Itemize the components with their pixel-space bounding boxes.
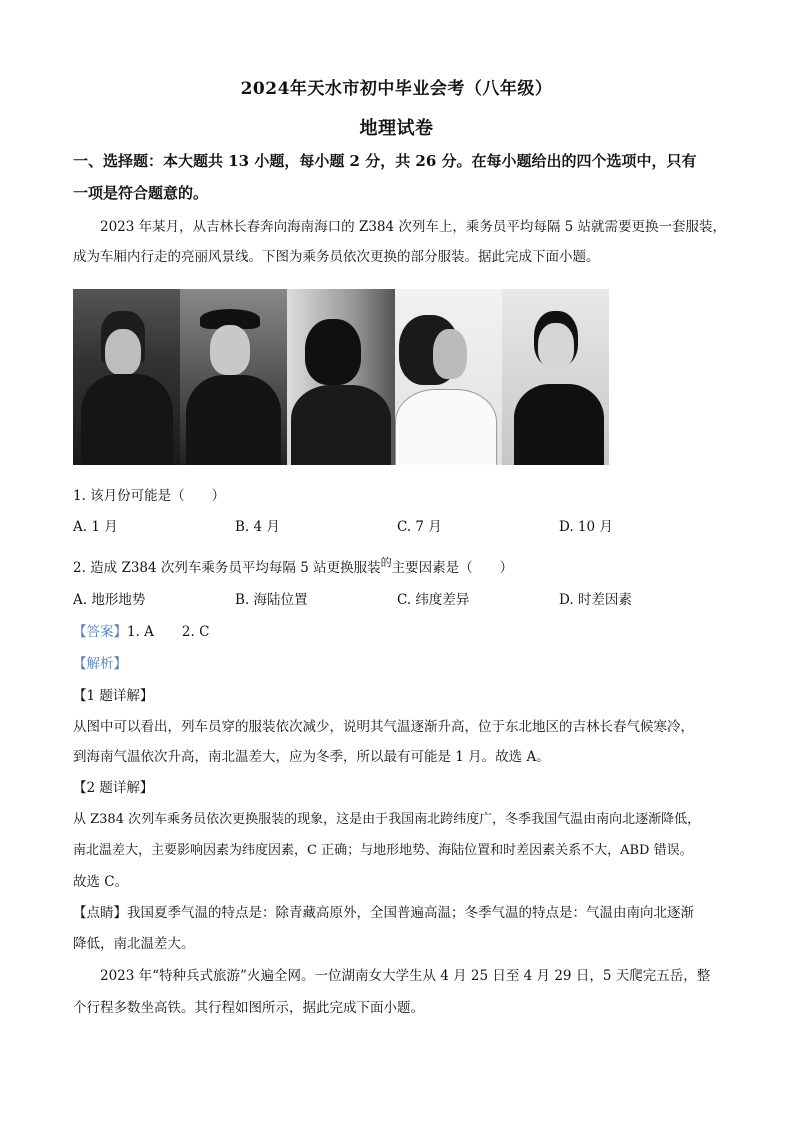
- question-2-stem: [73, 554, 733, 576]
- q2-detail-line3: 故选 C。: [73, 874, 129, 890]
- passage2-line2: 个行程多数坐高铁。其行程如图所示，据此完成下面小题。: [73, 1000, 424, 1016]
- answer-line: [73, 620, 733, 640]
- tip-text: 我国夏季气温的特点是：除青藏高原外，全国普遍高温；冬季气温的特点是：气温由南向北逐渐: [127, 905, 694, 921]
- q2-option-d: D. 时差因素: [559, 592, 632, 608]
- section-heading-line2: 一项是符合题意的。: [73, 184, 209, 202]
- analysis-label: 【解析】: [73, 656, 127, 672]
- q1-option-d: D. 10 月: [559, 519, 613, 535]
- q1-detail-heading: 【1 题详解】: [73, 688, 154, 704]
- q2-stem-before: 2. 造成 Z384 次列车乘务员平均每隔 5 站更换服装: [73, 560, 381, 576]
- q2-option-a: A. 地形地势: [73, 592, 146, 608]
- passage1-line1: 2023 年某月，从吉林长春奔向海南海口的 Z384 次列车上，乘务员平均每隔 5 站就需要更换一套服装，: [100, 219, 727, 235]
- section-heading-line1: 一、选择题：本大题共 13 小题，每小题 2 分，共 26 分。在每小题给出的四个选项中，只有: [73, 152, 697, 170]
- tip-line1: [73, 901, 733, 921]
- passage1-line2: 成为车厢内行走的亮丽风景线。下图为乘务员依次更换的部分服装。据此完成下面小题。: [73, 249, 600, 265]
- photo-panel-2: [180, 289, 287, 465]
- exam-subtitle: 地理试卷: [359, 118, 434, 139]
- q1-option-c: C. 7 月: [397, 519, 442, 535]
- q1-detail-line1: 从图中可以看出，列车员穿的服装依次减少，说明其气温逐渐升高，位于东北地区的吉林长春气候寒冷，: [73, 719, 694, 735]
- question-1-stem: 1. 该月份可能是（ ）: [73, 488, 226, 504]
- exam-title: 2024年天水市初中毕业会考（八年级）: [240, 79, 553, 99]
- q2-option-b: B. 海陆位置: [235, 592, 308, 608]
- q2-detail-line2: 南北温差大，主要影响因素为纬度因素，C 正确；与地形地势、海陆位置和时差因素关系不大，ABD 错误。: [73, 843, 693, 858]
- uniform-photo: [73, 289, 609, 465]
- tip-label: 【点睛】: [73, 905, 127, 921]
- q2-detail-line1: 从 Z384 次列车乘务员依次更换服装的现象，这是由于我国南北跨纬度广，冬季我国气温由南向北逐渐降低，: [73, 812, 701, 827]
- q1-detail-line2: 到海南气温依次升高，南北温差大，应为冬季，所以最有可能是 1 月。故选 A。: [73, 749, 550, 765]
- answer-value-1: 1. A: [127, 624, 154, 640]
- q2-stem-after: 主要因素是（ ）: [391, 560, 514, 576]
- q2-option-c: C. 纬度差异: [397, 592, 470, 608]
- q1-option-a: A. 1 月: [73, 519, 118, 535]
- answer-value-2: 2. C: [181, 624, 210, 640]
- passage2-line1: 2023 年“特种兵式旅游”火遍全网。一位湖南女大学生从 4 月 25 日至 4 月 29 日，5 天爬完五岳，整: [100, 968, 711, 984]
- photo-panel-5: [502, 289, 609, 465]
- q2-detail-heading: 【2 题详解】: [73, 780, 154, 796]
- answer-label: 【答案】: [73, 624, 127, 640]
- photo-panel-1: [73, 289, 180, 465]
- photo-panel-4: [395, 289, 502, 465]
- q1-option-b: B. 4 月: [235, 519, 280, 535]
- photo-panel-3: [287, 289, 394, 465]
- q2-stem-sup: 的: [380, 556, 392, 569]
- tip-line2: 降低，南北温差大。: [73, 936, 195, 952]
